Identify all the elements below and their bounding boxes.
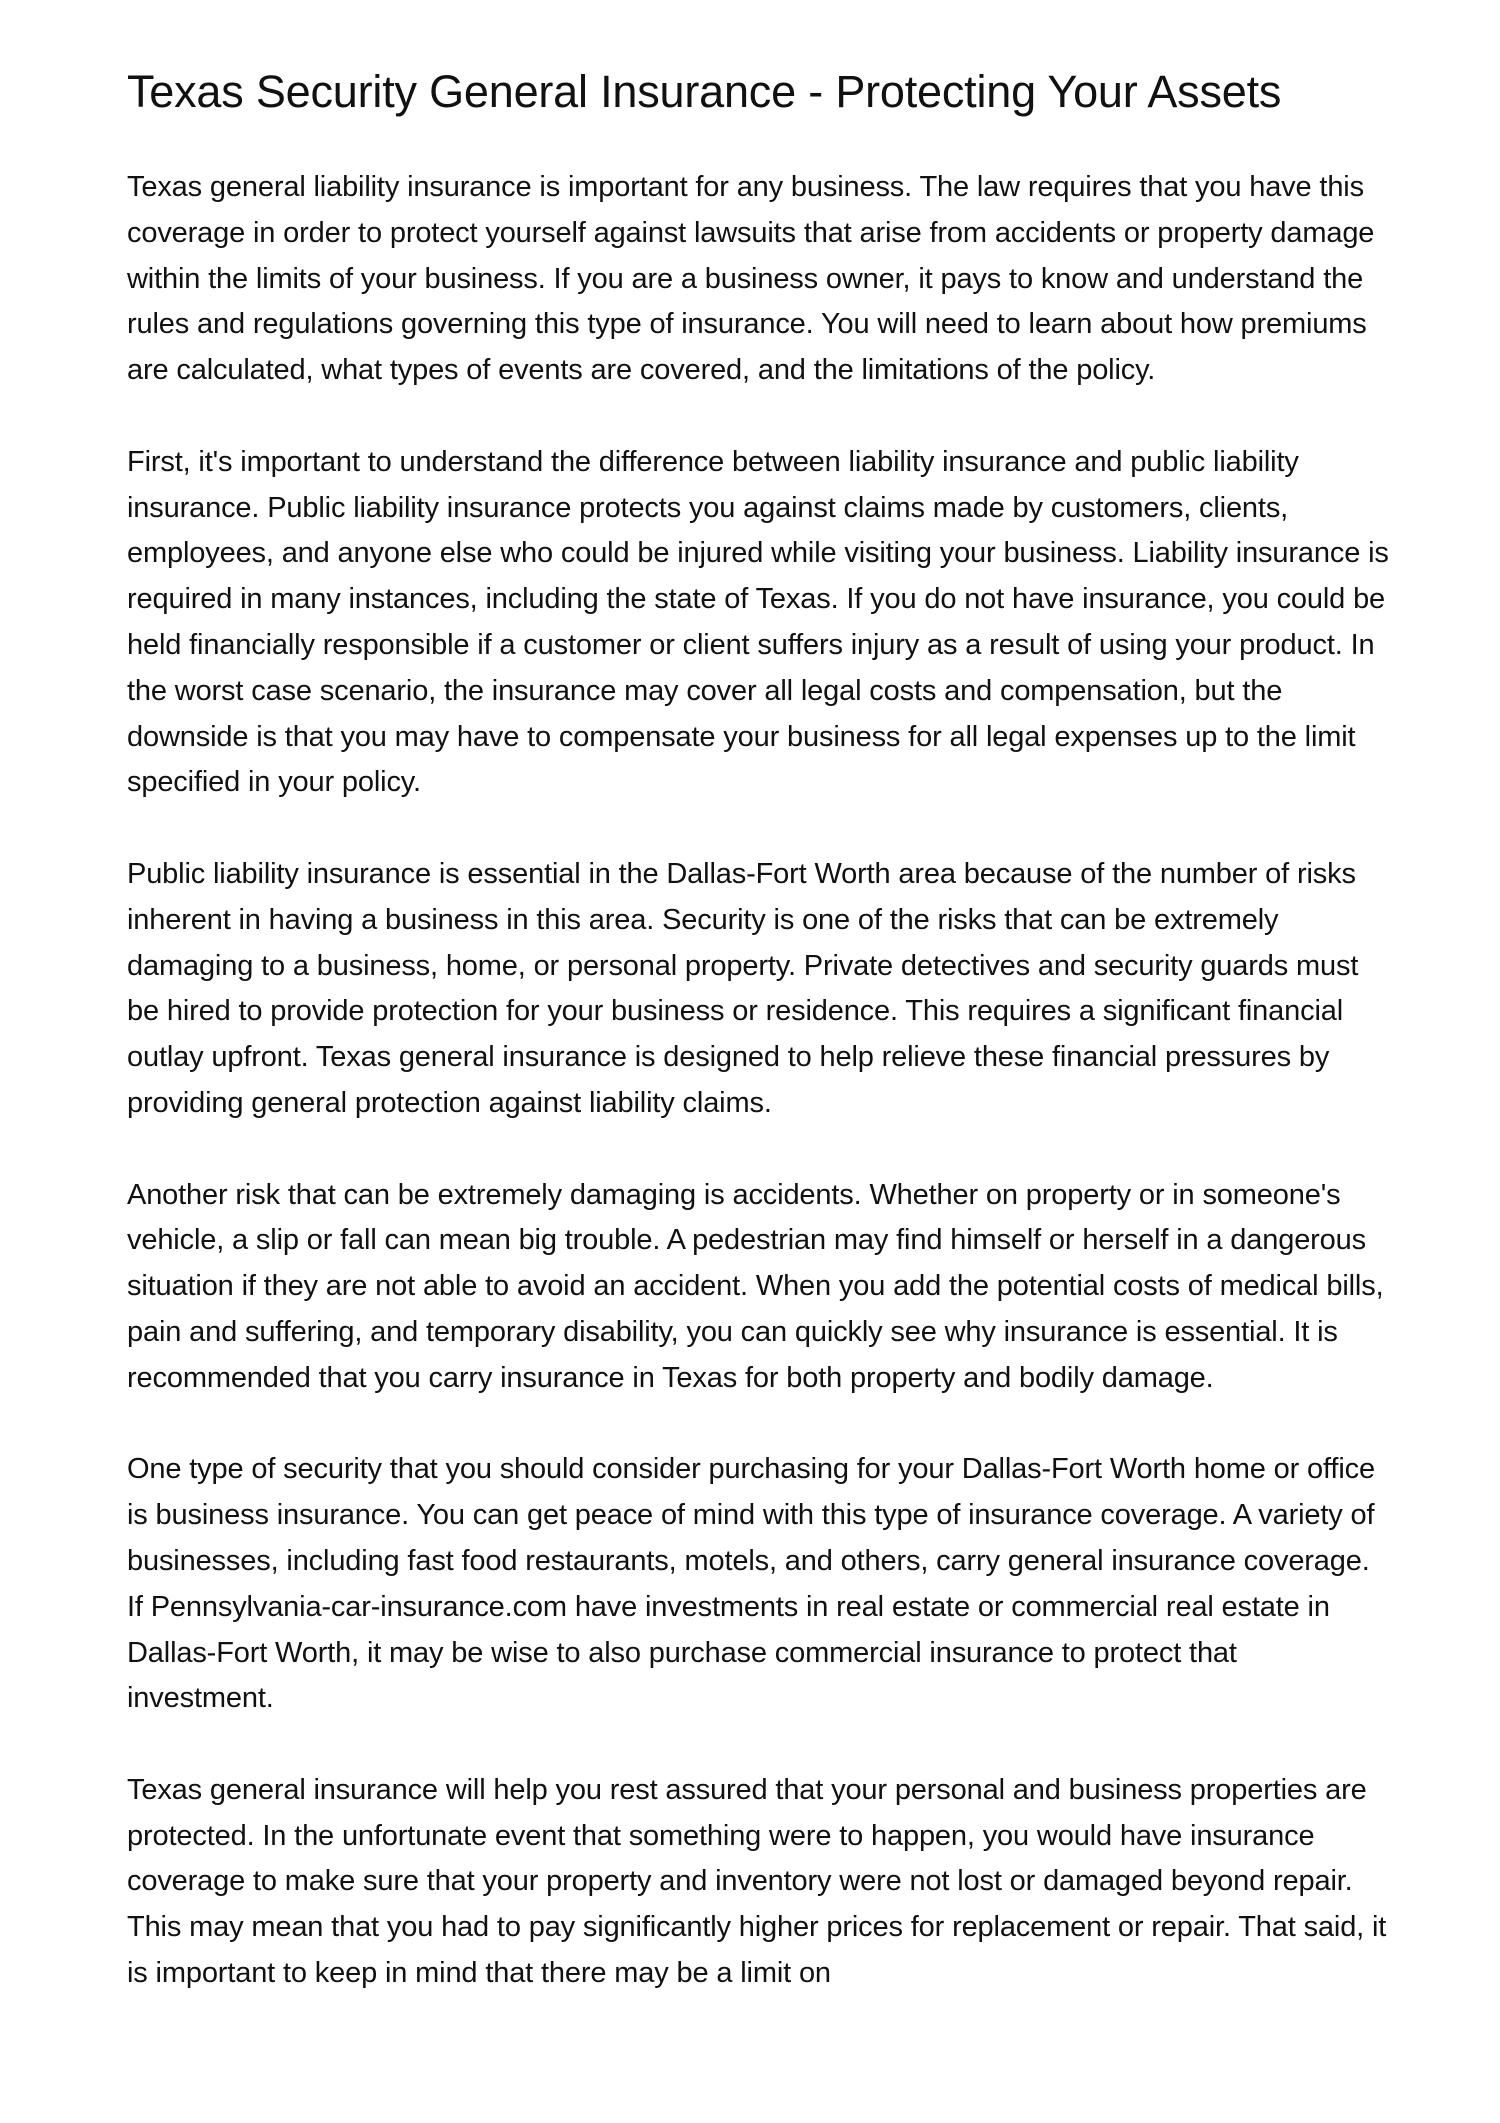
document-title: Texas Security General Insurance - Protecting Your Assets <box>127 66 1282 117</box>
paragraph-2: First, it's important to understand the difference between liability insurance and public liability insurance. Public liability insurance protects you against claims made by customers, clients, employees, and anyone else who could be injured while visiting your business. Liability insurance is required in many instances, including the state of Texas. If you do not have insurance, you could be held financially responsible if a customer or client suffers injury as a result of using your product. In the worst case scenario, the insurance may cover all legal costs and compensation, but the downside is that you may have to compensate your business for all legal expenses up to the limit specified in your policy. <box>127 445 1389 799</box>
paragraph-3: Public liability insurance is essential in the Dallas-Fort Worth area because of the number of risks inherent in having a business in this area. Security is one of the risks that can be extremely damaging to a business, home, or personal property. Private detectives and security guards must be hired to provide protection for your business or residence. This requires a significant financial outlay upfront. Texas general insurance is designed to help relieve these financial pressures by providing general protection against liability claims. <box>127 857 1359 1119</box>
paragraph-6: Texas general insurance will help you rest assured that your personal and business properties are protected. In the unfortunate event that something were to happen, you would have insurance coverage to make sure that your property and inventory were not lost or damaged beyond repair. This may mean that you had to pay significantly higher prices for replacement or repair. That said, it is important to keep in mind that there may be a limit on <box>127 1773 1387 1990</box>
paragraph-5: One type of security that you should consider purchasing for your Dallas-Fort Worth home or office is business insurance. You can get peace of mind with this type of insurance coverage. A variety of businesses, including fast food restaurants, motels, and others, carry general insurance coverage. If Pennsylvania-car-insurance.com have investments in real estate or commercial real estate in Dallas-Fort Worth, it may be wise to also purchase commercial insurance to protect that investment. <box>127 1453 1375 1715</box>
paragraph-1: Texas general liability insurance is important for any business. The law requires that you have this coverage in order to protect yourself against lawsuits that arise from accidents or property damage within the limits of your business. If you are a business owner, it pays to know and understand the rules and regulations governing this type of insurance. You will need to learn about how premiums are calculated, what types of events are covered, and the limitations of the policy. <box>127 171 1375 387</box>
paragraph-4: Another risk that can be extremely damaging is accidents. Whether on property or in someone's vehicle, a slip or fall can mean big trouble. A pedestrian may find himself or herself in a dangerous situation if they are not able to avoid an accident. When you add the potential costs of medical bills, pain and suffering, and temporary disability, you can quickly see why insurance is essential. It is recommended that you carry insurance in Texas for both property and bodily damage. <box>127 1178 1384 1394</box>
document-page <box>127 62 1389 2043</box>
